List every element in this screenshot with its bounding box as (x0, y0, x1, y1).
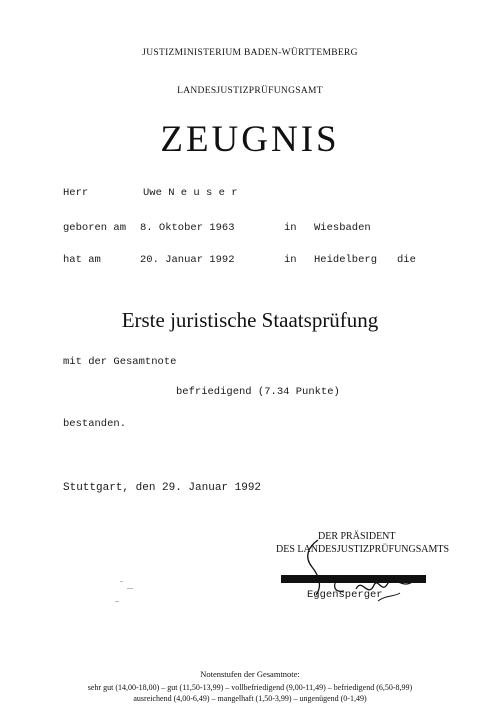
exam-result: bestanden. (63, 418, 127, 430)
born-label: geboren am (63, 222, 127, 234)
signatory-name: Eggensperger (307, 589, 383, 601)
birth-in-label: in (284, 222, 297, 234)
grading-legend-line2: ausreichend (4,00-6,49) – mangelhaft (1,50-3,99) – ungenügend (0-1,49) (133, 694, 367, 703)
scan-mark (120, 581, 123, 582)
candidate-name: Uwe N e u s e r (143, 187, 238, 199)
place-and-date: Stuttgart, den 29. Januar 1992 (63, 482, 262, 494)
birth-place: Wiesbaden (314, 222, 371, 234)
salutation: Herr (63, 187, 89, 199)
grading-legend-line1: sehr gut (14,00-18,00) – gut (11,50-13,99) – vollbefriedigend (9,00-11,49) – befriedigend (6,50-8,99) (87, 683, 413, 692)
exam-suffix: die (397, 254, 416, 266)
grade-value: befriedigend (7.34 Punkte) (176, 386, 340, 398)
grade-intro: mit der Gesamtnote (63, 356, 177, 368)
exam-in-label: in (284, 254, 297, 266)
office-heading: LANDESJUSTIZPRÜFUNGSAMT (177, 86, 323, 96)
exam-date-label: hat am (63, 254, 101, 266)
scan-mark (115, 601, 119, 602)
exam-name: Erste juristische Staatsprüfung (121, 308, 379, 332)
exam-date: 20. Januar 1992 (140, 254, 235, 266)
ministry-heading: JUSTIZMINISTERIUM BADEN-WÜRTTEMBERG (142, 48, 358, 58)
grading-legend-heading: Notenstufen der Gesamtnote: (200, 669, 300, 679)
exam-place: Heidelberg (314, 254, 378, 266)
signature-title-line2: DES LANDESJUSTIZPRÜFUNGSAMTS (276, 544, 450, 555)
signature-title-line1: DER PRÄSIDENT (318, 531, 396, 542)
scan-mark (127, 588, 133, 589)
handwritten-signature-icon (250, 535, 420, 610)
birth-date: 8. Oktober 1963 (140, 222, 235, 234)
document-title: ZEUGNIS (160, 119, 340, 160)
